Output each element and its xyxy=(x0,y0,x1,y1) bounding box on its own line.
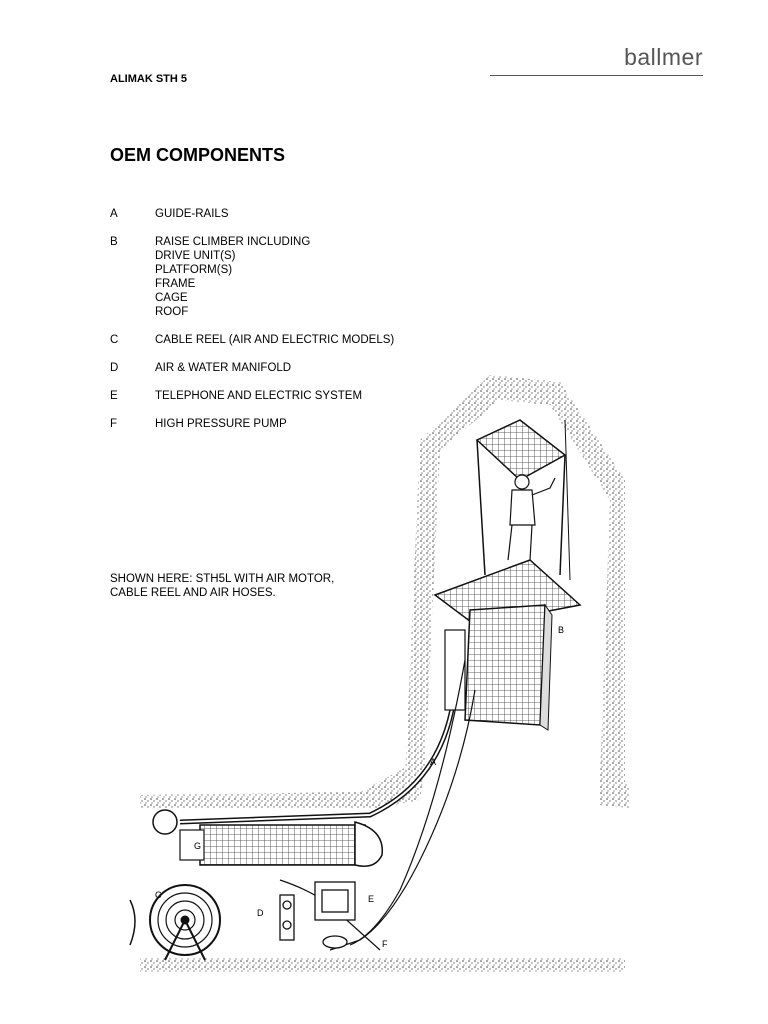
raise-climber-illustration xyxy=(120,360,650,980)
high-pressure-pump xyxy=(323,936,347,948)
component-letter: A xyxy=(110,208,118,220)
component-letter: C xyxy=(110,334,119,346)
component-name: GUIDE-RAILS xyxy=(155,208,229,220)
component-name: RAISE CLIMBER INCLUDING xyxy=(155,236,311,248)
component-name: HIGH PRESSURE PUMP xyxy=(155,418,287,430)
diagram-label-d: D xyxy=(257,908,264,918)
caption-line: SHOWN HERE: STH5L WITH AIR MOTOR, xyxy=(110,573,335,585)
air-water-manifold xyxy=(280,895,294,940)
diagram-label-b: B xyxy=(558,625,565,635)
climber-cage xyxy=(445,605,552,730)
page-title: OEM COMPONENTS xyxy=(110,145,286,165)
diagram-label-g: G xyxy=(194,841,202,851)
diagram-label-c: C xyxy=(155,890,162,900)
component-name: AIR & WATER MANIFOLD xyxy=(155,362,292,374)
rock-walls xyxy=(140,375,630,972)
component-letter: F xyxy=(110,418,118,430)
diagram-label-e: E xyxy=(368,894,375,904)
header-rule xyxy=(490,75,703,76)
document-header: ALIMAK STH 5 xyxy=(110,73,187,85)
worker-figure xyxy=(508,475,555,560)
component-name: CABLE REEL (AIR AND ELECTRIC MODELS) xyxy=(155,334,395,346)
component-letter: E xyxy=(110,390,118,402)
component-subitem: CAGE xyxy=(155,292,188,304)
telephone-box xyxy=(315,882,355,920)
component-letter: B xyxy=(110,236,118,248)
component-subitem: DRIVE UNIT(S) xyxy=(155,250,236,262)
component-subitem: PLATFORM(S) xyxy=(155,264,233,276)
diagram-label-f: F xyxy=(382,939,388,949)
component-letter: D xyxy=(110,362,119,374)
caption-line: CABLE REEL AND AIR HOSES. xyxy=(110,587,276,599)
component-subitem: FRAME xyxy=(155,278,196,290)
brand-logo: ballmer xyxy=(624,44,703,70)
cable-reel xyxy=(130,885,220,960)
component-subitem: ROOF xyxy=(155,306,189,318)
diagram-label-a: A xyxy=(430,757,437,767)
component-name: TELEPHONE AND ELECTRIC SYSTEM xyxy=(155,390,363,402)
